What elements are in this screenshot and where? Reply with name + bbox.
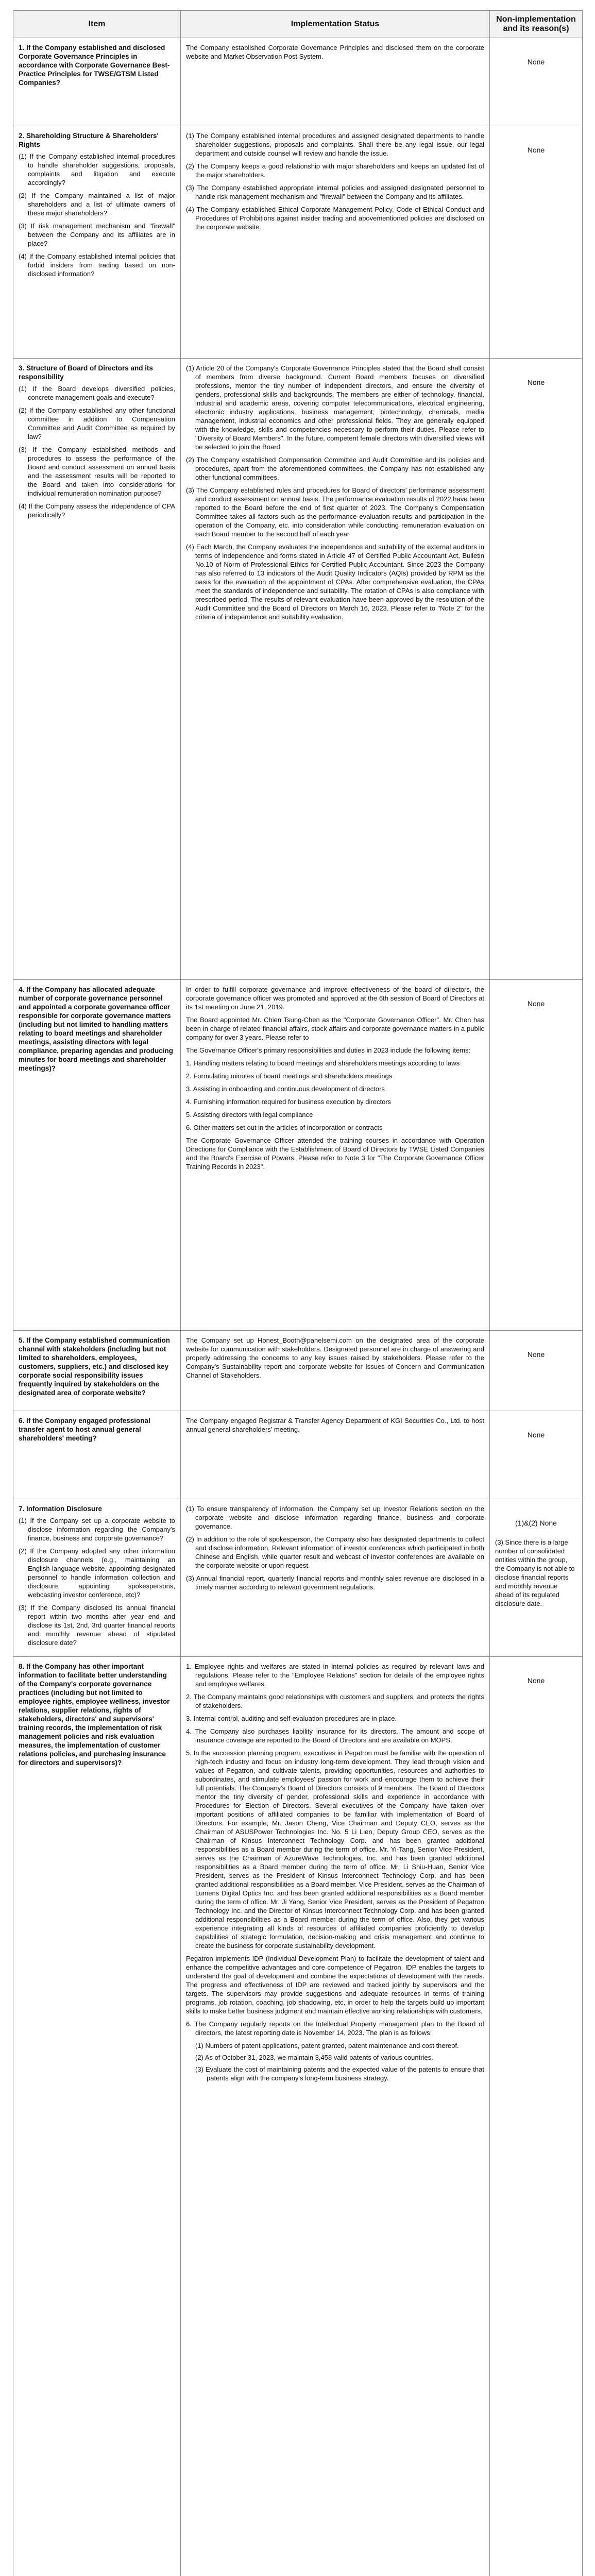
status-cell bbox=[181, 359, 490, 980]
deviation-text: None bbox=[527, 1431, 545, 1439]
table-row bbox=[13, 1657, 583, 2576]
status-paragraph: The Company set up Honest_Booth@panelsemi.com on the designated area of the corporate website for communication with stakeholders. Designated personnel are in charge of answering and properly addressing the concerns to any key issues raised by stakeholders. Please refer to the Company's Sustainability report and corporate website for Issues of Concern and Communication Channel of Stakeholders. bbox=[186, 1336, 484, 1379]
deviation-text: (1)&(2) None bbox=[515, 1519, 557, 1527]
status-paragraph: (1) Article 20 of the Company's Corporate Governance Principles stated that the Board shall consist of members from diverse background. Current Board members focuses on diversified professions, mentor the tiny number of independent directors, and ensure the diversity of genders, professional skills and backgrounds. The members are either of technology, financial, industrial and academic areas, covering computer telecommunications, electrical engineering, electronic industry applications, business management, biotechnology, chemicals, media management, industrial economics and other professional fields. They are generally equipped with the knowledge, skills and competencies necessary to perform their duties. Please refer to "Diversity of Board Members". In the future, competent female directors with diversified views will be selected to join the Board. bbox=[186, 364, 484, 451]
deviation-text: None bbox=[527, 1350, 545, 1359]
status-paragraph: 6. The Company regularly reports on the Intellectual Property management plan to the Board of directors, the latest reporting date is November 14, 2023. The plan is as follows: bbox=[186, 2020, 484, 2037]
item-title: 6. If the Company engaged professional transfer agent to host annual general shareholders' meeting? bbox=[19, 1417, 150, 1442]
item-cell bbox=[13, 1411, 181, 1499]
table-header-row bbox=[13, 11, 583, 38]
status-paragraph: 3. Internal control, auditing and self-evaluation procedures are in place. bbox=[186, 1715, 397, 1722]
status-cell bbox=[181, 38, 490, 126]
deviation-text: None bbox=[527, 146, 545, 154]
status-cell bbox=[181, 980, 490, 1331]
item-subquestion: (1) If the Board develops diversified policies, concrete management goals and execute? bbox=[19, 385, 175, 401]
item-title: 1. If the Company established and disclosed Corporate Governance Principles in accordance with Corporate Governance Best-Practice Principles for TWSE/GTSM Listed Companies? bbox=[19, 44, 170, 87]
header-status: Implementation Status bbox=[181, 11, 490, 38]
deviation-cell bbox=[490, 126, 583, 359]
item-subquestion: (2) If the Company established any other functional committee in addition to Compensation Committee and Audit Committee as required by law? bbox=[19, 406, 175, 440]
table-row bbox=[13, 126, 583, 359]
status-paragraph: Pegatron implements IDP (Individual Development Plan) to facilitate the development of talent and enhance the competitive advantages and core competence of Pegatron. IDP enables the targets to understand the goal of development and combine the expectations of development with the needs. The progress and effectiveness of IDP are reviewed and tracked jointly by supervisors and the targets. The supervisors may provide suggestions and adequate resources in terms of training programs, job rotation, coaching, job shadowing, etc. in order to help the targets build up important skills to make better business judgment and maintain effective working relationships with customers. bbox=[186, 1955, 484, 2015]
status-cell bbox=[181, 1657, 490, 2576]
item-subquestion: (2) If the Company adopted any other information disclosure channels (e.g., maintaining an English-language website, appointing designated personnel to handle information collection and disclosure, appointing spokespersons, webcasting investor conference, etc)? bbox=[19, 1547, 175, 1599]
status-cell bbox=[181, 126, 490, 359]
status-paragraph: (3) The Company established rules and procedures for Board of directors' performance assessment and conduct assessment on annual basis. The performance evaluation results of 2022 have been reported to the Board before the end of first quarter of 2023. The Company's Compensation Committee takes all factors such as the performance evaluation results and participation in the operation of the Company, etc. into consideration while conducting remuneration evaluation on each Board member to the second half of each year. bbox=[186, 486, 484, 538]
item-title: 2. Shareholding Structure & Shareholders' Rights bbox=[19, 132, 159, 148]
deviation-text: None bbox=[527, 58, 545, 66]
item-subquestion: (3) If the Company established methods and procedures to assess the performance of the Board and conduct assessment on annual basis and the assessment results will be reported to the Board and taken into considerations for individual remuneration nomination purpose? bbox=[19, 446, 175, 497]
status-paragraph: 5. Assisting directors with legal compliance bbox=[186, 1111, 313, 1118]
status-cell bbox=[181, 1411, 490, 1499]
item-cell bbox=[13, 359, 181, 980]
status-paragraph: The Company established Corporate Governance Principles and disclosed them on the corporate website and Market Observation Post System. bbox=[186, 44, 484, 60]
status-paragraph: The Board appointed Mr. Chien Tsung-Chen as the "Corporate Governance Officer". Mr. Chen has been in charge of related financial affairs, stock affairs and corporate governance matters in a public company for over 3 years. Please refer to bbox=[186, 1016, 484, 1041]
status-paragraph: (4) The Company established Ethical Corporate Management Policy, Code of Ethical Conduct and Procedures of Prohibitions against insider trading and abovementioned policies are disclosed on the corporate website. bbox=[186, 206, 484, 231]
item-cell bbox=[13, 980, 181, 1331]
deviation-text: None bbox=[527, 999, 545, 1008]
deviation-cell bbox=[490, 980, 583, 1331]
status-paragraph: The Company engaged Registrar & Transfer Agency Department of KGI Securities Co., Ltd. to host annual general shareholders' meeting. bbox=[186, 1417, 484, 1433]
item-subquestion: (2) If the Company maintained a list of major shareholders and a list of ultimate owners of these major shareholders? bbox=[19, 192, 175, 217]
table-row bbox=[13, 1499, 583, 1657]
status-paragraph: 4. The Company also purchases liability insurance for its directors. The amount and scope of insurance coverage are reported to the Board of Directors and are available on MOPS. bbox=[186, 1727, 484, 1744]
status-paragraph: (2) As of October 31, 2023, we maintain 3,458 valid patents of various countries. bbox=[195, 2054, 433, 2061]
status-paragraph: 6. Other matters set out in the articles of incorporation or contracts bbox=[186, 1124, 383, 1131]
status-paragraph: The Corporate Governance Officer attended the training courses in accordance with Operation Directions for Compliance with the Establishment of Board of Directors by TWSE Listed Companies and the Board's Exercise of Powers. Please refer to Note 3 for "The Corporate Governance Officer Training Records in 2023". bbox=[186, 1137, 484, 1171]
deviation-text: None bbox=[527, 1676, 545, 1685]
item-cell bbox=[13, 1499, 181, 1657]
deviation-cell bbox=[490, 38, 583, 126]
item-title: 7. Information Disclosure bbox=[19, 1505, 103, 1513]
table-row bbox=[13, 980, 583, 1331]
status-cell bbox=[181, 1499, 490, 1657]
status-paragraph: (2) The Company established Compensation Committee and Audit Committee and its policies and procedures, apart from the aforementioned committees, the Company has not established any other functional committees. bbox=[186, 456, 484, 481]
status-paragraph: (3) Annual financial report, quarterly financial reports and monthly sales revenue are disclosed in a timely manner according to relevant government regulations. bbox=[186, 1574, 484, 1591]
header-deviation: Non-implementation and its reason(s) bbox=[490, 11, 583, 38]
item-subquestion: (1) If the Company set up a corporate website to disclose information regarding the Company's finance, business and corporate governance? bbox=[19, 1517, 175, 1542]
table-row bbox=[13, 38, 583, 126]
table-row bbox=[13, 1411, 583, 1499]
deviation-cell bbox=[490, 359, 583, 980]
deviation-text: None bbox=[527, 378, 545, 386]
deviation-cell bbox=[490, 1499, 583, 1657]
status-paragraph: 5. In the succession planning program, executives in Pegatron must be familiar with the operation of high-tech industry and focus on industry long-term development. They lead through vision and values of Pegatron, and cultivate talents, providing opportunities, resources and authorities to subordinates, and stimulate employees' passion for work and encourage them to achieve their full potentials. The Company's Board of Directors consists of 9 members. The Board of Directors mentor the tiny diversity of gender, professional skills and experience in accordance with Procedures for Election of Directors. Several executives of the Company have taken over important positions of affiliated companies to be familiar with implementation of Board of Directors. For example, Mr. Jason Cheng, Vice Chairman and Deputy CEO, serves as the Chairman of ASUSPower Technologies Inc. No. 5 Li Lien, Deputy Group CEO, serves as the Chairman of Kinsus Interconnect Technology Corp. and has been granted additional responsibilities as a Board member during the term of office. Mr. Yi-Tang, Senior Vice President, serves as the Chairman of AzureWave Technologies, Inc. and has been granted additional responsibilities as a Board member during the term of office. Mr. Li Shiu-Huan, Senior Vice President, serves as the President of Kinsus Interconnect Technology Corp. and has been granted additional responsibilities as a Board member. Vice President, serves as the Chairman of Lumens Digital Optics Inc. and has been granted additional responsibilities as a Board member during the term of office. Mr. Ji Yang, Senior Vice President, serves as the President of Pegatron Technology Inc. and the Director of Kinsus Interconnect Technology Corp. and has been granted additional responsibilities as a Board member during the term of office. Also, they get various experience integrating all kinds of resources of affiliated companies proficiently to develop capabilities of strategic formulation, decision-making and crisis management and continue to create the business for corporate sustainability development. bbox=[186, 1749, 484, 1950]
status-paragraph: 2. The Company maintains good relationships with customers and suppliers, and protects the rights of stakeholders. bbox=[186, 1693, 484, 1709]
status-paragraph: 4. Furnishing information required for business execution by directors bbox=[186, 1098, 392, 1106]
table-row bbox=[13, 1331, 583, 1411]
corporate-governance-table bbox=[13, 10, 583, 2576]
status-cell bbox=[181, 1331, 490, 1411]
status-paragraph: (4) Each March, the Company evaluates the independence and suitability of the external auditors in terms of independence and forms stated in Article 47 of Certified Public Accountant Act, Bulletin No.10 of Norm of Professional Ethics for Certified Public Accountant. Since 2023 the Company has also referred to 13 indicators of the Audit Quality Indicators (AQIs) provided by RPM as the basis for the evaluation of the appointment of CPAs. After comprehensive evaluation, the CPAs meet the standards of independence and suitability. The rotation of CPAs is also compliance with prescribed period. The results of relevant evaluation have been approved by the resolution of the Audit Committee and the Board of Directors on March 16, 2023. Please refer to "Note 2" for the criteria of independence and suitability evaluation. bbox=[186, 543, 484, 621]
status-paragraph: 2. Formulating minutes of board meetings and shareholders meetings bbox=[186, 1072, 393, 1080]
status-paragraph: 3. Assisting in onboarding and continuous development of directors bbox=[186, 1085, 385, 1093]
item-subquestion: (3) If the Company disclosed its annual financial report within two months after year end and disclose its 1st, 2nd, 3rd quarter financial reports and monthly revenue ahead of stipulated disclosure date? bbox=[19, 1604, 175, 1647]
item-title: 4. If the Company has allocated adequate number of corporate governance personnel and appointed a corporate governance officer responsible for corporate governance matters (including but not limited to handling matters relating to board meetings and shareholder meetings, assisting directors with legal compliance, preparing agendas and producing minutes for board meetings and shareholder meetings)? bbox=[19, 986, 174, 1072]
status-paragraph: (2) The Company keeps a good relationship with major shareholders and keeps an updated list of the major shareholders. bbox=[186, 162, 484, 179]
status-paragraph: (3) Evaluate the cost of maintaining patents and the expected value of the patents to ensure that patents align with the company's long-term business strategy. bbox=[195, 2065, 484, 2082]
item-title: 3. Structure of Board of Directors and its responsibility bbox=[19, 364, 154, 381]
deviation-cell bbox=[490, 1411, 583, 1499]
item-subquestion: (4) If the Company established internal policies that forbid insiders from trading based on non-disclosed information? bbox=[19, 252, 175, 278]
item-subquestion: (3) If risk management mechanism and "firewall" between the Company and its affiliates are in place? bbox=[19, 222, 175, 247]
status-paragraph: (2) In addition to the role of spokesperson, the Company also has designated departments to collect and disclose information. Relevant information of investor conferences which participated in both Chinese and English, while quarter result and webcast of investor conferences are available on the corporate website or upon request. bbox=[186, 1535, 484, 1569]
item-cell bbox=[13, 1331, 181, 1411]
item-cell bbox=[13, 38, 181, 126]
status-paragraph: (1) To ensure transparency of information, the Company set up Investor Relations section on the corporate website and disclose information regarding finance, business and corporate governance. bbox=[186, 1505, 484, 1530]
deviation-note: (3) Since there is a large number of consolidated entities within the group, the Company is not able to disclose financial reports and monthly revenue ahead of its regulated disclosure date. bbox=[495, 1538, 575, 1607]
status-paragraph: (3) The Company established appropriate internal policies and assigned designated personnel to handle risk management mechanism and "firewall" between the Company and its affiliates. bbox=[186, 184, 484, 200]
table-row bbox=[13, 359, 583, 980]
item-subquestion: (1) If the Company established internal procedures to handle shareholder suggestions, proposals, complaints and litigation and execute accordingly? bbox=[19, 152, 175, 187]
item-cell bbox=[13, 1657, 181, 2576]
status-paragraph: 1. Handling matters relating to board meetings and shareholders meetings according to laws bbox=[186, 1059, 460, 1067]
status-paragraph: (1) The Company established internal procedures and assigned designated departments to handle shareholder suggestions, proposals and complaints. Shall there be any legal issue, our legal department and outside counsel will review and handle the issue. bbox=[186, 132, 484, 157]
status-paragraph: 1. Employee rights and welfares are stated in internal policies as required by relevant laws and regulations. Please refer to the "Employee Relations" section for details of the employee rights and employee welfares. bbox=[186, 1663, 484, 1688]
status-paragraph: (1) Numbers of patent applications, patent granted, patent maintenance and cost thereof. bbox=[195, 2042, 459, 2049]
item-cell bbox=[13, 126, 181, 359]
header-item: Item bbox=[13, 11, 181, 38]
item-title: 5. If the Company established communication channel with stakeholders (including but not limited to shareholders, employees, customers, suppliers, etc.) and disclosed key corporate social responsibility issues frequently inquired by stakeholders on the designated area of corporate website? bbox=[19, 1336, 171, 1397]
status-paragraph: In order to fulfill corporate governance and improve effectiveness of the board of directors, the corporate governance officer was promoted and approved at the 6th session of Board of Directors at its 1st meeting on June 21, 2019. bbox=[186, 986, 484, 1011]
deviation-cell bbox=[490, 1331, 583, 1411]
deviation-cell bbox=[490, 1657, 583, 2576]
item-subquestion: (4) If the Company assess the independence of CPA periodically? bbox=[19, 502, 175, 519]
item-title: 8. If the Company has other important information to facilitate better understanding of the Company's corporate governance practices (including but not limited to employee rights, employee wellness, investor relations, supplier relations, rights of stakeholders, directors' and supervisors' training records, the implementation of risk management policies and risk evaluation measures, the implementation of customer relations policies, and purchasing insurance for directors and supervisors)? bbox=[19, 1663, 170, 1767]
status-paragraph: The Governance Officer's primary responsibilities and duties in 2023 include the following items: bbox=[186, 1046, 471, 1054]
